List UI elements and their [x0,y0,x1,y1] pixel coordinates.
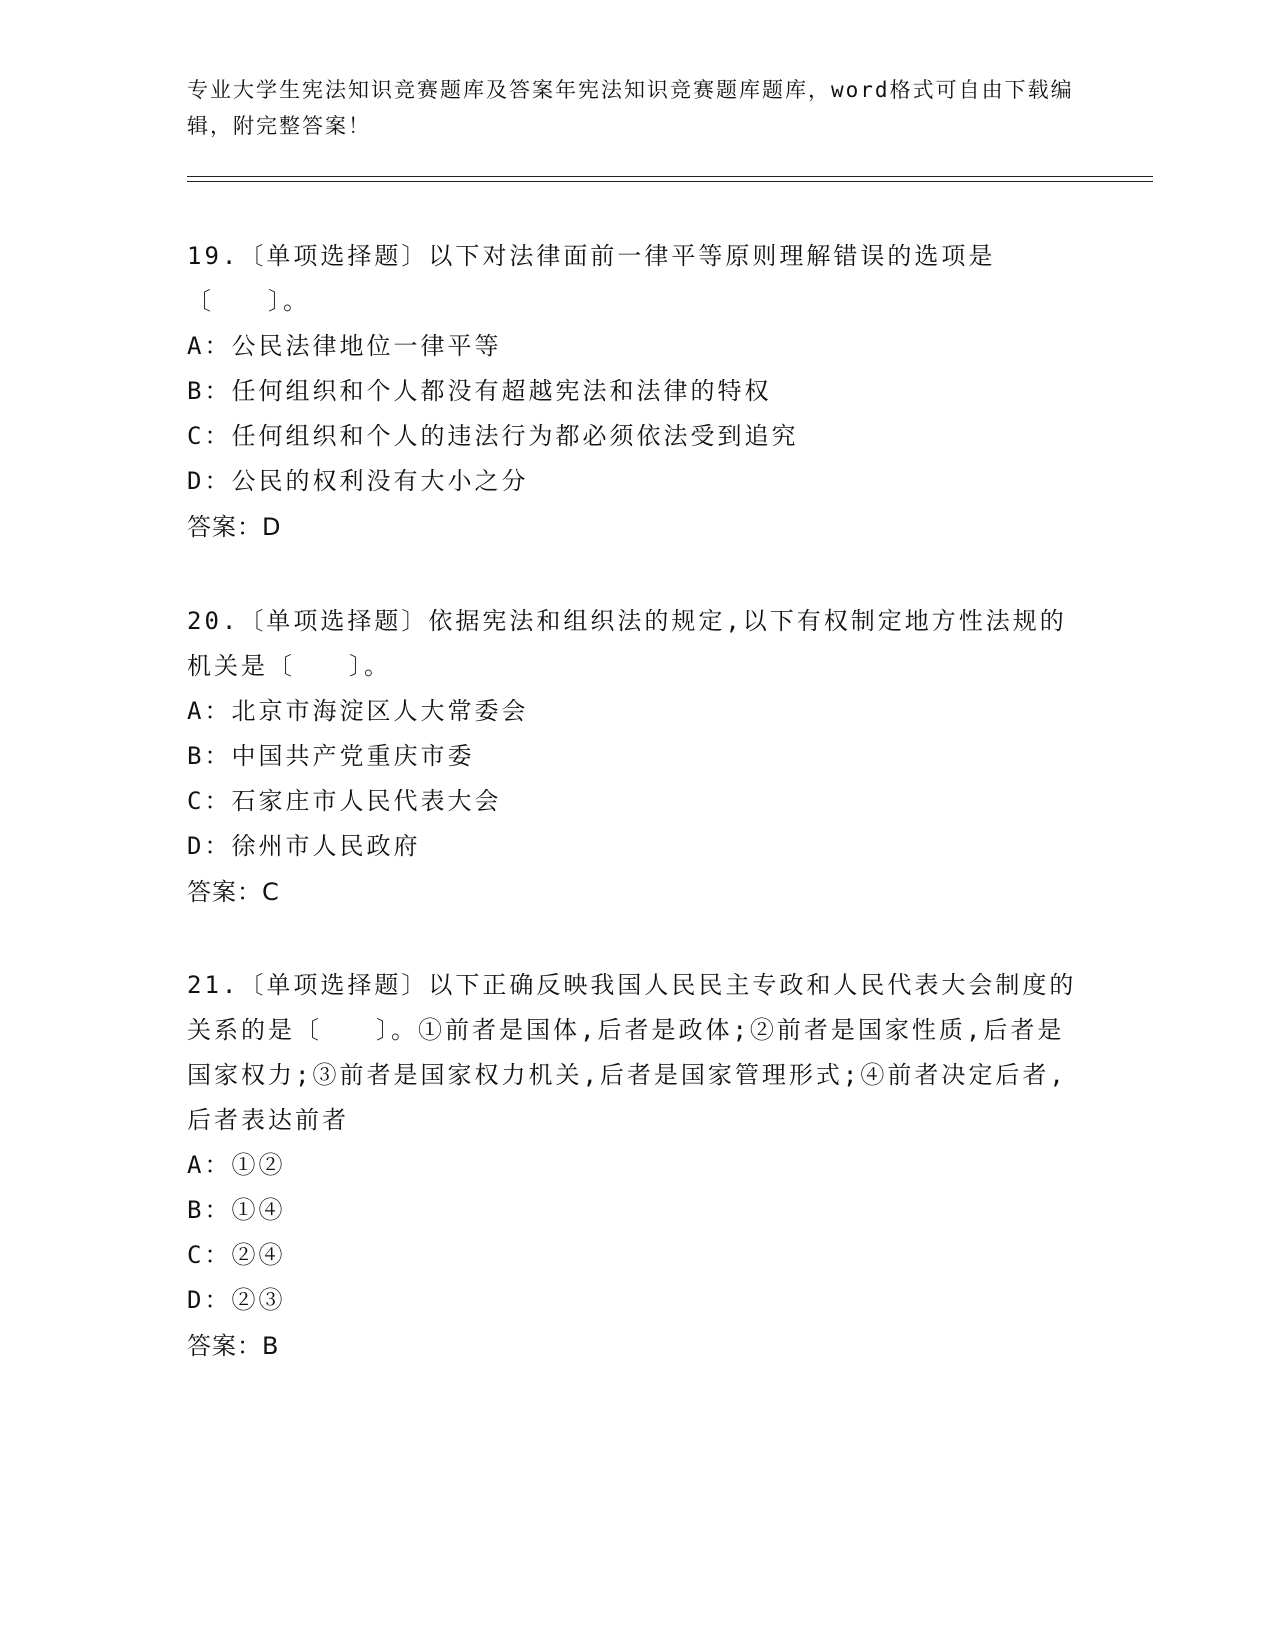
option-d: D：②③ [187,1286,286,1314]
header-divider-top [187,176,1153,177]
option-a: A：北京市海淀区人大常委会 [187,697,529,725]
question-stem: 21.〔单项选择题〕以下正确反映我国人民民主专政和人民代表大会制度的关系的是〔 〕。①前者是国体,后者是政体;②前者是国家性质,后者是国家权力;③前者是国家权力机关,后者是国家管理形式;④前者决定后者,后者表达前者 [187,971,1077,1134]
question-stem: 19.〔单项选择题〕以下对法律面前一律平等原则理解错误的选项是〔 〕。 [187,242,996,315]
option-b: B：任何组织和个人都没有超越宪法和法律的特权 [187,377,772,405]
answer: 答案：D [187,513,282,541]
header-divider-bottom [187,181,1153,182]
document-header [187,72,1087,144]
option-d: D：徐州市人民政府 [187,832,421,860]
header-text: 专业大学生宪法知识竞赛题库及答案年宪法知识竞赛题库题库，word格式可自由下载编辑，附完整答案！ [187,78,1074,138]
question-stem: 20.〔单项选择题〕依据宪法和组织法的规定,以下有权制定地方性法规的机关是〔 〕。 [187,607,1067,680]
option-c: C：任何组织和个人的违法行为都必须依法受到追究 [187,422,799,450]
option-b: B：中国共产党重庆市委 [187,742,475,770]
question-21 [187,963,1087,1369]
answer: 答案：B [187,1332,280,1360]
option-c: C：石家庄市人民代表大会 [187,787,502,815]
option-c: C：②④ [187,1241,286,1269]
question-20 [187,599,1087,915]
option-b: B：①④ [187,1196,286,1224]
option-a: A：公民法律地位一律平等 [187,332,502,360]
question-19 [187,234,1087,550]
option-d: D：公民的权利没有大小之分 [187,467,529,495]
option-a: A：①② [187,1151,286,1179]
answer: 答案：C [187,878,280,906]
